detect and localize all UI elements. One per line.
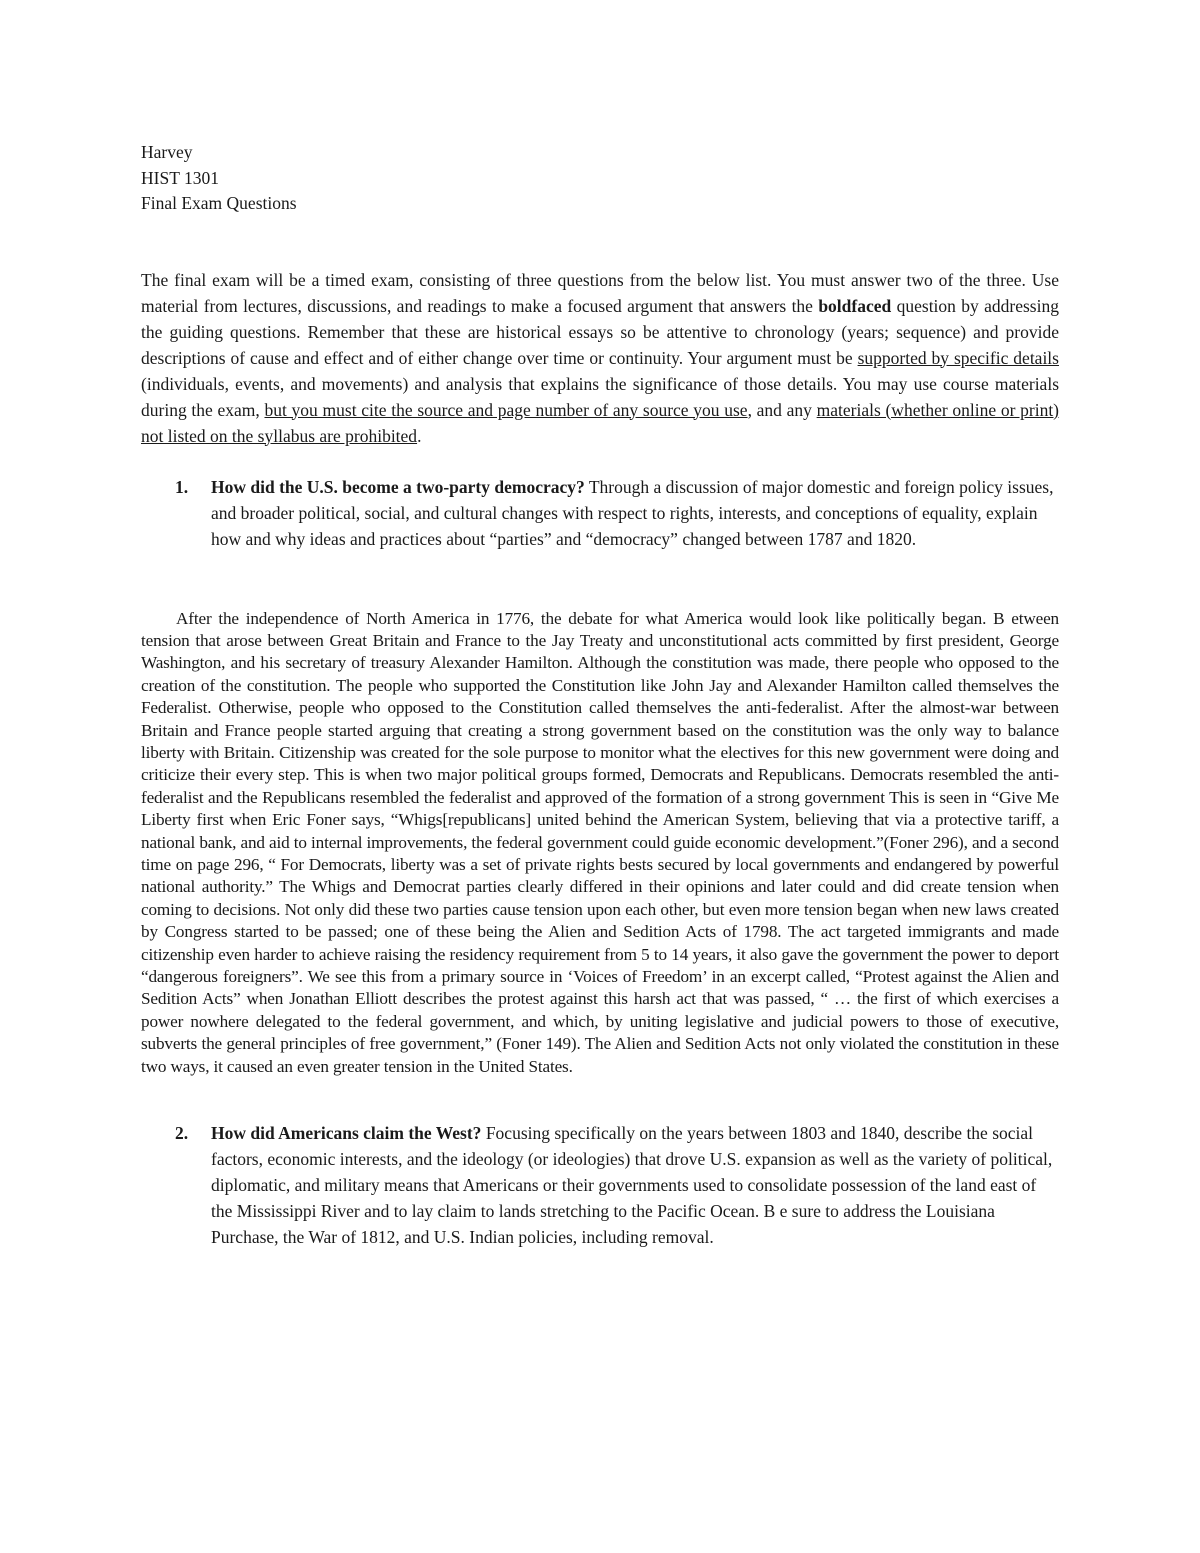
instructions-underline-prohibited: materials (whether online or print) not listed on the syllabus are prohibited [141,399,1060,446]
course-code: HIST 1301 [141,167,219,188]
document-header [141,140,1059,217]
instructions-text-5: . [417,425,422,446]
document-page [141,140,1059,1250]
question-heading: How did the U.S. become a two-party democracy? [211,476,585,497]
question-guidance: Through a discussion of major domestic and foreign policy issues, and broader political, social, and cultural changes with respect to rights, interests, and conceptions of equality, explain how and why ideas and practices about “parties” and “democracy” changed between 1787 and 1820. [211,476,1054,549]
question-number: 2. [175,1123,189,1144]
instructions-text-2: question by addressing the guiding questions. Remember that these are historical essays so be attentive to chronology (years; sequence) and provide descriptions of cause and effect and of either change over time or continuity. Your argument must be [141,295,1059,368]
instructions-text-1: The final exam will be a timed exam, consisting of three questions from the below list. You must answer two of the three. Use material from lectures, discussions, and readings to make a focused argument that answers the [141,269,1059,316]
document-title: Final Exam Questions [141,193,297,213]
question-1 [141,474,1059,552]
instructions-underline-cite: but you must cite the source and page number of any source you use [264,399,748,420]
instructions-underline-details: supported by specific details [857,347,1059,368]
question-guidance: Focusing specifically on the years between 1803 and 1840, describe the social factors, economic interests, and the ideology (or ideologies) that drove U.S. expansion as well as the variety of political, diplomatic, and military means that Americans or their governments used to consolidate possession of the land east of the Mississippi River and to lay claim to lands stretching to the Pacific Ocean. B e sure to address the Louisiana Purchase, the War of 1812, and U.S. Indian policies, including removal. [211,1123,1053,1248]
instructions-text-4: , and any [747,399,817,420]
question-number: 1. [175,476,189,497]
instructions-paragraph [141,267,1059,449]
instructions-text-3: (individuals, events, and movements) and analysis that explains the significance of those details. You may use course materials during the exam, [141,373,1059,420]
question-2 [141,1120,1059,1250]
essay-answer: After the independence of North America in 1776, the debate for what America would look like politically began. B etween tension that arose between Great Britain and France to the Jay Treaty and unconstitutional acts committed by first president, George Washington, and his secretary of treasury Alexander Hamilton. Although the constitution was made, there people who opposed to the creation of the constitution. The people who supported the Constitution like John Jay and Alexander Hamilton called themselves the Federalist. Otherwise, people who opposed to the Constitution called themselves the anti-federalist. After the almost-war between Britain and France people started arguing that creating a strong government based on the constitution was the only way to balance liberty with Britain. Citizenship was created for the sole purpose to monitor what the electives for this new government were doing and criticize their every step. This is when two major political groups formed, Democrats and Republicans. Democrats resembled the anti-federalist and the Republicans resembled the federalist and approved of the formation of a strong government This is seen in “Give Me Liberty first when Eric Foner says, “Whigs[republicans] united behind the American System, believing that via a protective tariff, a national bank, and aid to internal improvements, the federal government could guide economic development.”(Foner 296), and a second time on page 296, “ For Democrats, liberty was a set of private rights bests secured by local governments and endangered by powerful national authority.” The Whigs and Democrat parties clearly differed in their opinions and later could and did create tension when coming to decisions. Not only did these two parties cause tension upon each other, but even more tension began when new laws created by Congress started to be passed; one of these being the Alien and Sedition Acts of 1798. The act targeted immigrants and made citizenship even harder to achieve raising the residency requirement from 5 to 14 years, it also gave the government the power to deport “dangerous foreigners”. We see this from a primary source in ‘Voices of Freedom’ in an excerpt called, “Protest against the Alien and Sedition Acts” when Jonathan Elliott describes the protest against this harsh act that was passed, “ … the first of which exercises a power nowhere delegated to the federal government, and which, by uniting legislative and judicial powers to those of executive, subverts the general principles of free government,” (Foner 149). The Alien and Sedition Acts not only violated the constitution in these two ways, it caused an even greater tension in the United States. [141,608,1059,1076]
question-heading: How did Americans claim the West? [211,1123,482,1144]
instructions-bold-word: boldfaced [818,295,892,316]
author-name: Harvey [141,142,193,162]
